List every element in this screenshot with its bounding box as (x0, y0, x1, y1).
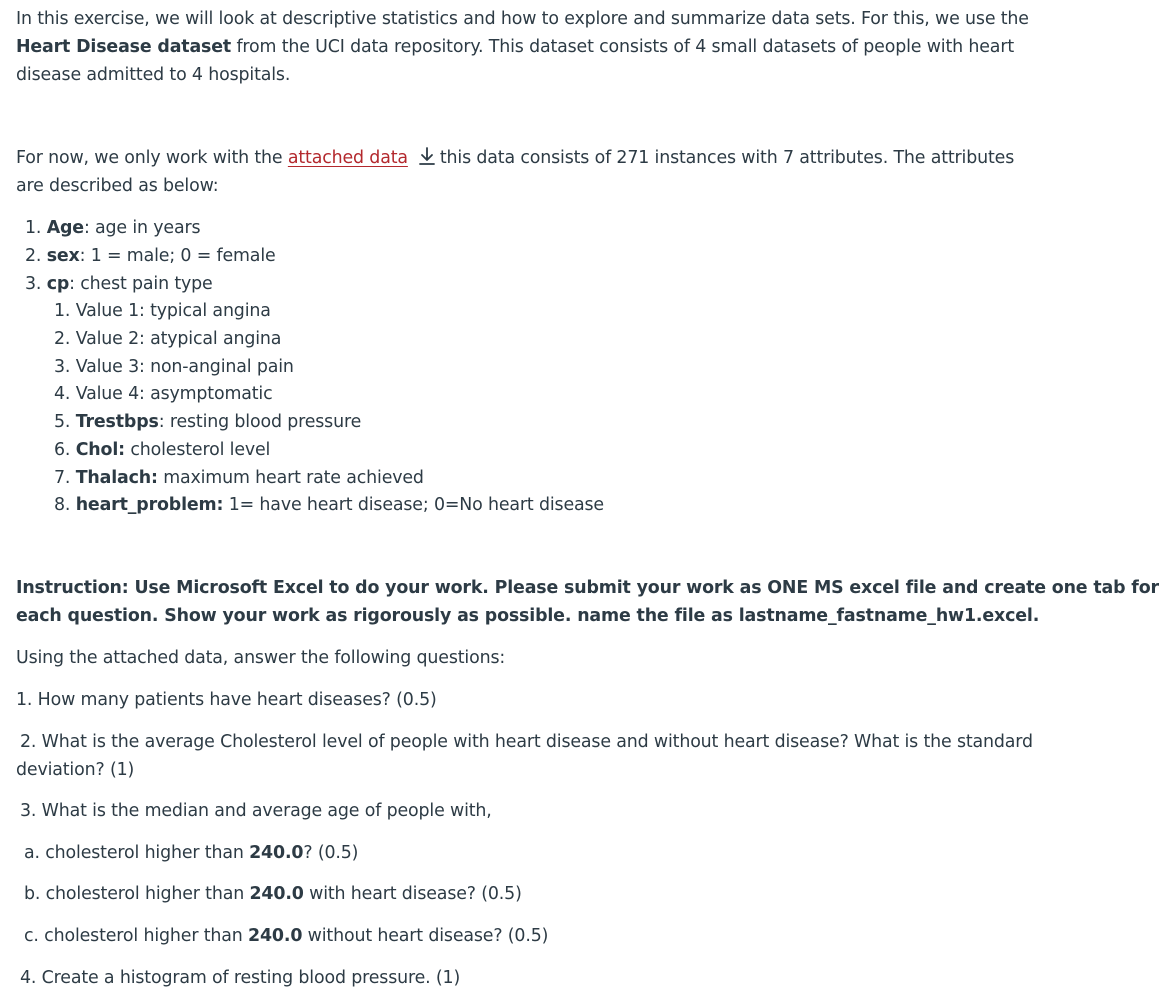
instruction-line-1: Instruction: Use Microsoft Excel to do your work. Please submit your work as ONE MS excel file and create one tab for (16, 578, 1159, 598)
question-2-line-1: 2. What is the average Cholesterol level of people with heart disease and without heart disease? What is the standard (20, 732, 1033, 752)
question-3b: b. cholesterol higher than 240.0 with heart disease? (0.5) (24, 884, 522, 904)
intro-line-2: Heart Disease dataset from the UCI data repository. This dataset consists of 4 small datasets of people with heart (16, 37, 1014, 57)
questions-intro: Using the attached data, answer the following questions: (16, 648, 506, 668)
attribute-item: 2. sex: 1 = male; 0 = female (25, 246, 276, 266)
sub-attribute-item: 3. Value 3: non-anginal pain (54, 357, 294, 377)
dataset-name: Heart Disease dataset (16, 37, 232, 57)
instruction-line-2: each question. Show your work as rigorously as possible. name the file as lastname_fastname_hw1.excel. (16, 606, 1040, 626)
data-paragraph-line-2: are described as below: (16, 176, 219, 196)
sub-attribute-item: 1. Value 1: typical angina (54, 301, 271, 321)
sub-attribute-item: 4. Value 4: asymptomatic (54, 384, 273, 404)
sub-attribute-item: 8. heart_problem: 1= have heart disease; 0=No heart disease (54, 495, 604, 515)
download-arrow-icon[interactable] (418, 146, 436, 166)
data-paragraph-line-1: For now, we only work with the attached data this data consists of 271 instances with 7 attributes. The attributes (16, 148, 1015, 168)
sub-attribute-item: 6. Chol: cholesterol level (54, 440, 271, 460)
sub-attribute-item: 5. Trestbps: resting blood pressure (54, 412, 362, 432)
question-3a: a. cholesterol higher than 240.0? (0.5) (24, 843, 359, 863)
sub-attribute-item: 7. Thalach: maximum heart rate achieved (54, 468, 424, 488)
question-3c: c. cholesterol higher than 240.0 without heart disease? (0.5) (24, 926, 549, 946)
question-3: 3. What is the median and average age of people with, (20, 801, 492, 821)
attribute-item: 3. cp: chest pain type (25, 274, 213, 294)
question-4: 4. Create a histogram of resting blood pressure. (1) (20, 968, 461, 988)
intro-line-3: disease admitted to 4 hospitals. (16, 65, 291, 85)
attached-data-link[interactable]: attached data (287, 148, 408, 168)
attribute-item: 1. Age: age in years (25, 218, 201, 238)
intro-line-1: In this exercise, we will look at descriptive statistics and how to explore and summarize data sets. For this, we use the (16, 9, 1029, 29)
question-2-line-2: deviation? (1) (16, 760, 135, 780)
sub-attribute-item: 2. Value 2: atypical angina (54, 329, 282, 349)
question-1: 1. How many patients have heart diseases? (0.5) (16, 690, 437, 710)
